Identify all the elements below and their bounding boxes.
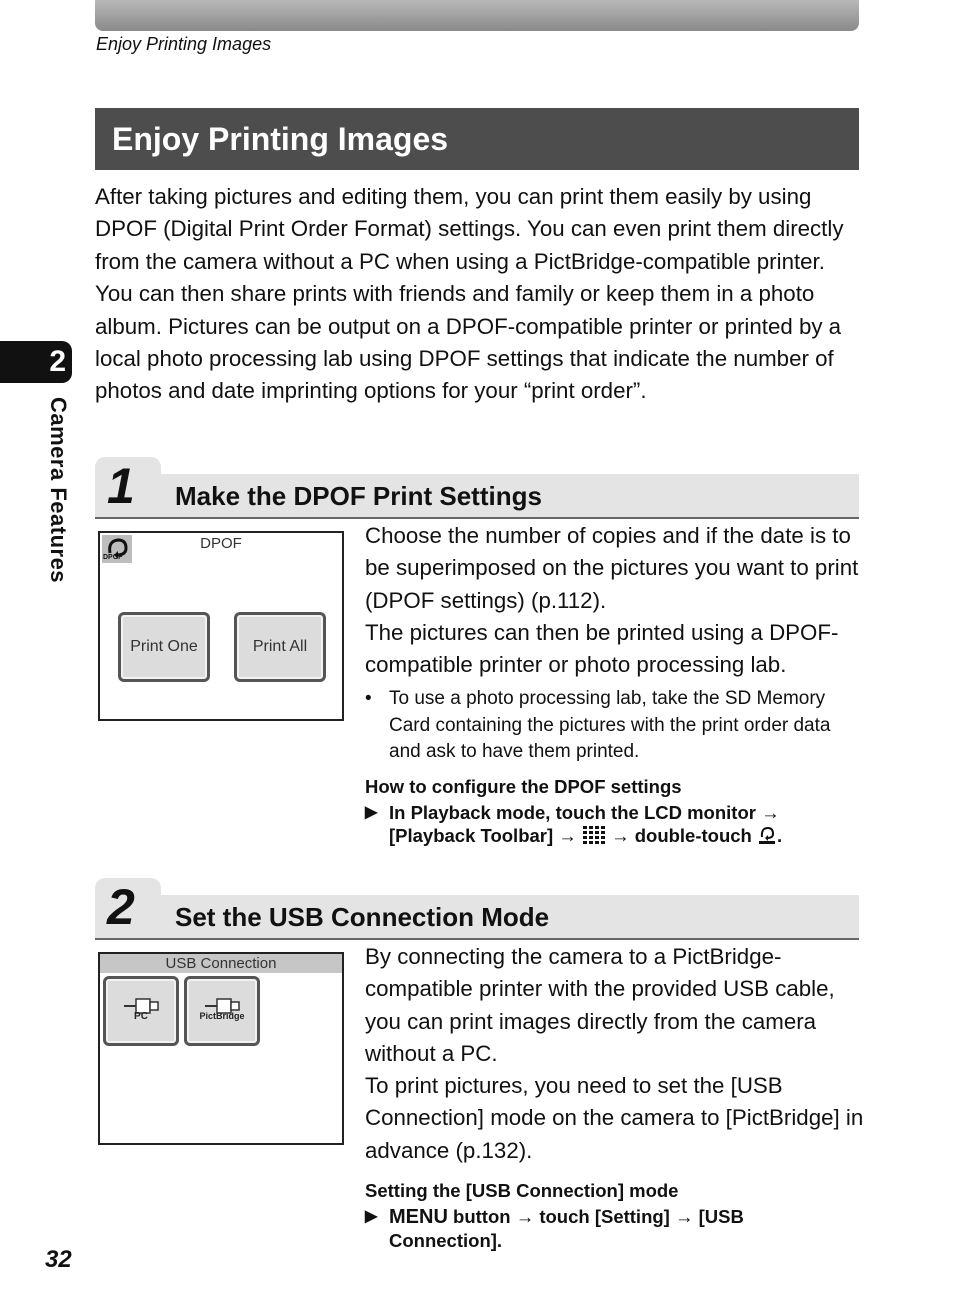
howto-line-1: button → touch [Setting] → [USB (453, 1206, 744, 1227)
howto-line-2c: . (777, 825, 783, 846)
howto-line-2b: → double-touch (611, 825, 752, 846)
step-title: Make the DPOF Print Settings (175, 481, 542, 511)
pc-mode-button[interactable] (103, 976, 179, 1046)
step-1-bullet (365, 686, 859, 766)
step-number: 1 (107, 458, 135, 514)
intro-paragraph: After taking pictures and editing them, you can print them easily by using DPOF (Digital Print Order Format) settings. You can even print them directly from the camera without a PC when using a PictBridge-compatible printer. You can then share prints with friends and family or keep them in a photo album. Pictures can be output on a DPOF-compatible printer or printed by a local photo processing lab using DPOF settings that indicate the number of photos and date imprinting options for your “print order”. (95, 184, 844, 404)
dpof-small-icon (757, 825, 777, 850)
usb-lcd-screen (98, 952, 344, 1145)
header-bar (95, 0, 859, 31)
step-2-howto (365, 1179, 859, 1252)
print-one-button[interactable]: Print One (118, 612, 210, 682)
title-banner (95, 108, 859, 170)
step-title: Set the USB Connection Mode (175, 902, 550, 932)
pc-label: PC (134, 1011, 148, 1022)
chapter-label: Camera Features (46, 397, 71, 584)
pictbridge-label: PictBridge (199, 1011, 245, 1021)
dpof-lcd-screen (98, 531, 344, 721)
thumbnail-grid-icon (582, 825, 606, 850)
howto-line-1: In Playback mode, touch the LCD monitor → (389, 802, 780, 823)
step-2-header (95, 878, 859, 940)
pictbridge-mode-button[interactable] (184, 976, 260, 1046)
page-number: 32 (45, 1246, 72, 1273)
lcd-header: DPOF (200, 535, 242, 552)
chapter-tab: 2 (0, 341, 72, 383)
howto-title: How to configure the DPOF settings (365, 776, 682, 797)
step-number: 2 (107, 879, 135, 935)
lcd-header: USB Connection (100, 954, 342, 973)
triangle-right-icon: ▶ (365, 804, 378, 821)
bullet-text: To use a photo processing lab, take the SD Memory Card containing the pictures with the print order data and ask to have them printed. (389, 688, 831, 762)
howto-title: Setting the [USB Connection] mode (365, 1180, 679, 1201)
step-1-paragraph-1: Choose the number of copies and if the date is to be superimposed on the pictures you want to print (DPOF settings) (p.112). (365, 523, 859, 613)
step-2-paragraph-1: By connecting the camera to a PictBridge-compatible printer with the provided USB cable, you can print images directly from the camera without a PC. (365, 944, 835, 1067)
howto-line-2: Connection]. (389, 1230, 503, 1251)
page-title: Enjoy Printing Images (112, 121, 449, 157)
step-1-paragraph-2: The pictures can then be printed using a DPOF-compatible printer or photo processing lab. (365, 620, 839, 678)
step-1-header (95, 457, 859, 519)
howto-line (365, 801, 859, 850)
running-head: Enjoy Printing Images (96, 34, 272, 54)
howto-line-2a: [Playback Toolbar] → (389, 825, 577, 846)
print-all-button[interactable]: Print All (234, 612, 326, 682)
step-1-howto (365, 775, 859, 850)
bullet-dot-icon: • (365, 688, 372, 709)
step-2-paragraph-2: To print pictures, you need to set the [USB Connection] mode on the camera to [PictBridge] in advance (p.132). (365, 1073, 864, 1163)
triangle-right-icon: ▶ (365, 1208, 378, 1225)
menu-button-label: MENU (389, 1206, 448, 1228)
dpof-icon-label: DPOF (103, 554, 123, 561)
howto-line (365, 1205, 859, 1252)
